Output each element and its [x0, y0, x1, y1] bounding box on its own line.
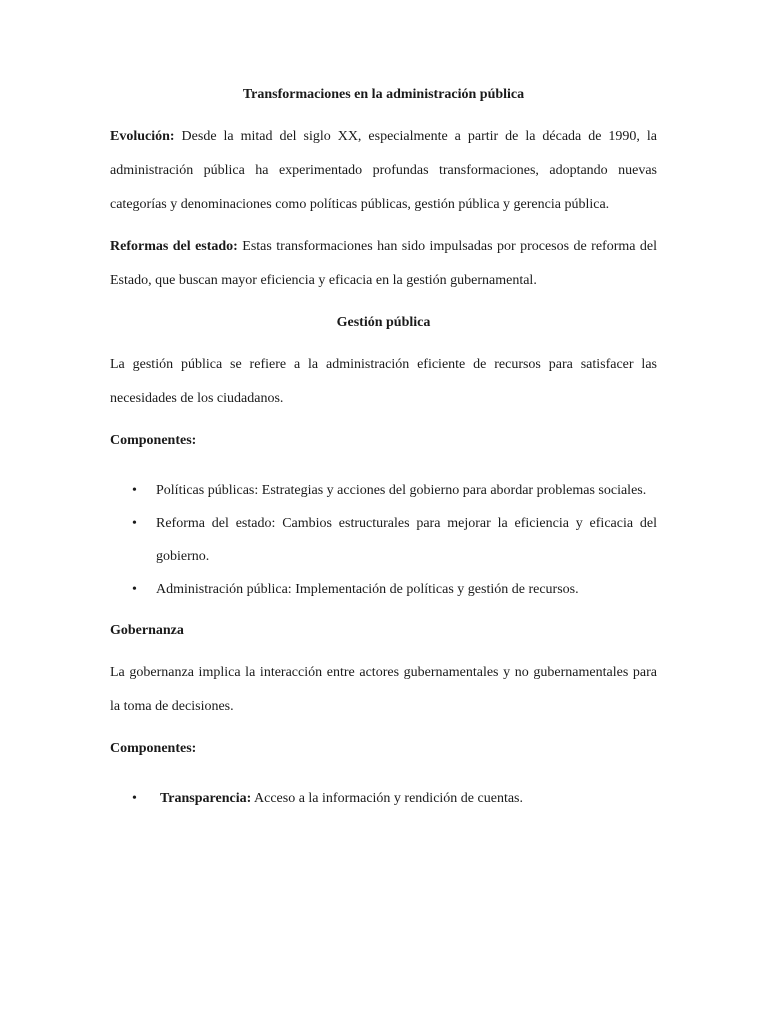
list-item-text: Acceso a la información y rendición de cuentas. — [251, 791, 523, 806]
list-componentes-gestion — [110, 474, 657, 606]
document-title: Transformaciones en la administración pública — [242, 87, 525, 102]
list-item — [110, 573, 657, 606]
paragraph-gestion: La gestión pública se refiere a la administración eficiente de recursos para satisfacer las necesidades de los ciudadanos. — [110, 357, 657, 406]
bullet-icon: • — [132, 516, 137, 531]
heading-componentes-gestion: Componentes: — [110, 433, 197, 448]
bullet-icon: • — [132, 582, 137, 597]
list-item — [110, 782, 657, 815]
label-reformas: Reformas del estado: — [110, 239, 238, 254]
heading-gobernanza: Gobernanza — [110, 623, 184, 638]
list-item-text: Reforma del estado: Cambios estructurales para mejorar la eficiencia y eficacia del gobierno. — [156, 516, 657, 564]
list-item — [110, 474, 657, 507]
paragraph-evolucion — [110, 120, 657, 222]
heading-componentes-gobernanza: Componentes: — [110, 741, 197, 756]
list-item — [110, 507, 657, 573]
list-item-label: Transparencia: — [160, 791, 252, 806]
text-reformas: Estas transformaciones han sido impulsadas por procesos de reforma del Estado, que buscan mayor eficiencia y eficacia en la gestión gubernamental. — [110, 239, 657, 288]
heading-gestion-publica: Gestión pública — [336, 315, 431, 330]
document-page — [110, 78, 657, 823]
paragraph-gobernanza: La gobernanza implica la interacción entre actores gubernamentales y no gubernamentales para la toma de decisiones. — [110, 665, 657, 714]
paragraph-reformas — [110, 230, 657, 298]
list-item-text: Administración pública: Implementación de políticas y gestión de recursos. — [156, 582, 579, 597]
text-evolucion: Desde la mitad del siglo XX, especialmente a partir de la década de 1990, la administración pública ha experimentado profundas transformaciones, adoptando nuevas categorías y denominaciones como políticas públicas, gestión pública y gerencia pública. — [110, 129, 657, 212]
list-componentes-gobernanza — [110, 782, 657, 815]
label-evolucion: Evolución: — [110, 129, 175, 144]
bullet-icon: • — [132, 483, 137, 498]
list-item-text: Políticas públicas: Estrategias y acciones del gobierno para abordar problemas sociales. — [156, 483, 647, 498]
bullet-icon: • — [132, 791, 137, 806]
